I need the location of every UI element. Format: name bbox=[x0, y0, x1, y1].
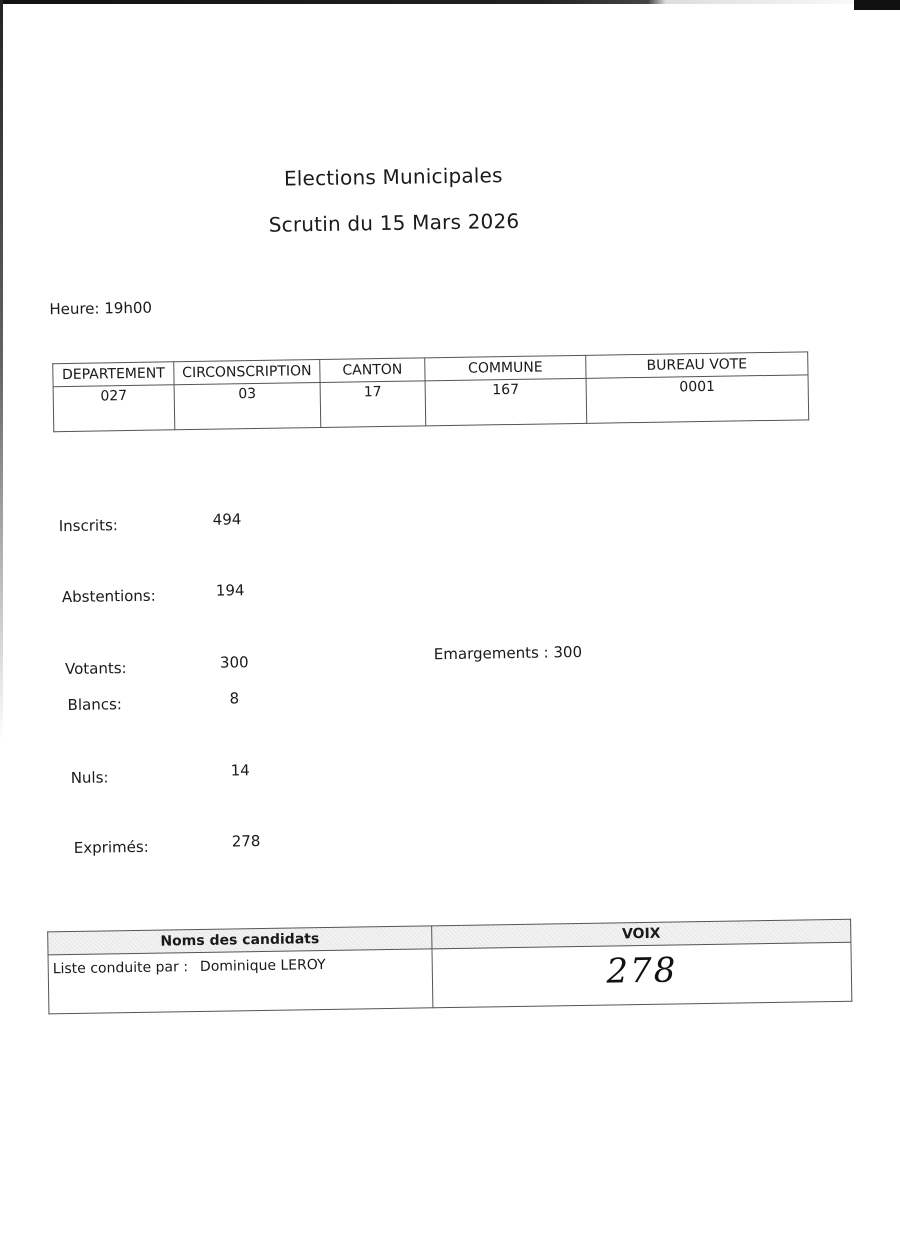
exprimes-label: Exprimés: bbox=[73, 837, 149, 857]
value-commune: 167 bbox=[425, 378, 587, 426]
inscrits-value: 494 bbox=[212, 510, 242, 529]
location-table bbox=[52, 351, 809, 432]
document-subtitle: Scrutin du 15 Mars 2026 bbox=[268, 208, 520, 237]
header-departement: DEPARTEMENT bbox=[53, 362, 174, 387]
abstentions-value: 194 bbox=[215, 581, 245, 600]
votants-value: 300 bbox=[219, 653, 249, 672]
candidates-table bbox=[47, 919, 852, 1015]
header-noms-candidats: Noms des candidats bbox=[48, 926, 432, 955]
blancs-value: 8 bbox=[229, 689, 240, 708]
abstentions-label: Abstentions: bbox=[61, 586, 156, 607]
value-departement: 027 bbox=[53, 385, 175, 432]
exprimes-value: 278 bbox=[231, 832, 261, 851]
time-label: Heure: 19h00 bbox=[49, 298, 153, 319]
inscrits-label: Inscrits: bbox=[58, 516, 119, 536]
value-canton: 17 bbox=[320, 381, 426, 428]
nuls-value: 14 bbox=[230, 761, 250, 780]
header-commune: COMMUNE bbox=[425, 355, 586, 381]
candidate-name-cell bbox=[48, 949, 433, 1014]
emargements-text: Emargements : 300 bbox=[433, 642, 583, 664]
candidate-lead-label: Liste conduite par : bbox=[52, 959, 189, 978]
header-canton: CANTON bbox=[320, 358, 425, 383]
table-row bbox=[48, 942, 852, 1014]
value-circonscription: 03 bbox=[174, 383, 321, 430]
handwritten-voix: 278 bbox=[606, 950, 678, 992]
header-bureau-vote: BUREAU VOTE bbox=[586, 352, 808, 378]
votants-label: Votants: bbox=[64, 659, 127, 679]
blancs-label: Blancs: bbox=[67, 695, 123, 715]
candidate-voix-cell bbox=[432, 942, 852, 1008]
nuls-label: Nuls: bbox=[70, 768, 109, 787]
candidate-name: Dominique LEROY bbox=[199, 956, 326, 975]
header-circonscription: CIRCONSCRIPTION bbox=[174, 360, 320, 385]
document-title: Elections Municipales bbox=[283, 163, 503, 191]
value-bureau-vote: 0001 bbox=[586, 375, 809, 423]
header-voix: VOIX bbox=[432, 919, 851, 949]
